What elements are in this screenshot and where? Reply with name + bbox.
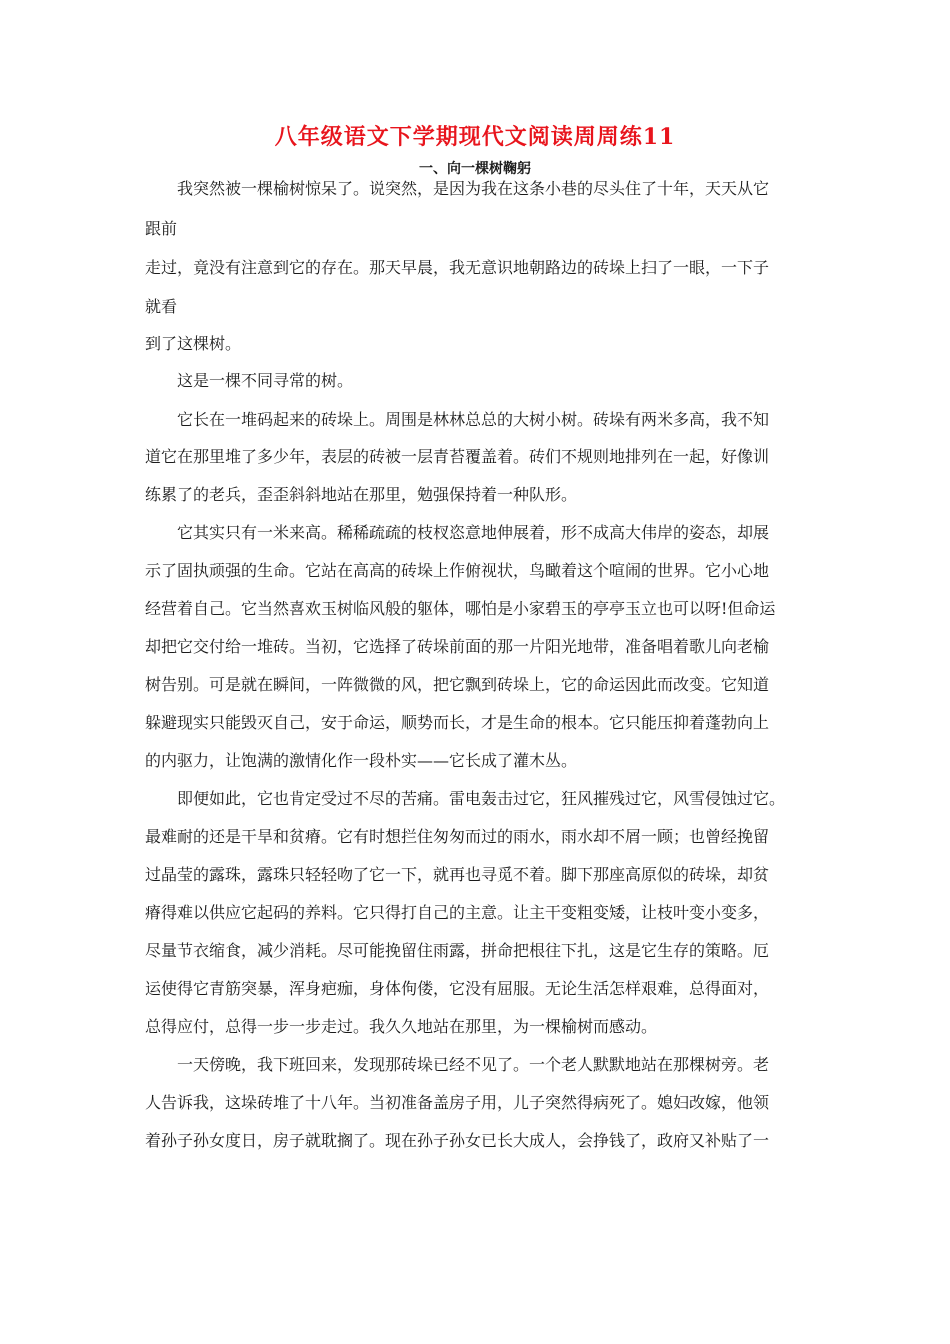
document-title: 八年级语文下学期现代文阅读周周练11 xyxy=(274,124,676,150)
text-line: 尽量节衣缩食，减少消耗。尽可能挽留住雨露，拼命把根往下扎，这是它生存的策略。厄 xyxy=(145,941,770,960)
text-line: 走过，竟没有注意到它的存在。那天早晨，我无意识地朝路边的砖垛上扫了一眼，一下子 xyxy=(145,258,770,277)
text-line: 它其实只有一米来高。稀稀疏疏的枝杈恣意地伸展着，形不成高大伟岸的姿态，却展 xyxy=(177,523,770,542)
text-line: 运使得它青筋突暴，浑身疤痂，身体佝偻，它没有屈服。无论生活怎样艰难，总得面对， xyxy=(145,979,770,998)
text-line: 就看 xyxy=(145,297,178,316)
text-line: 瘠得难以供应它起码的养料。它只得打自己的主意。让主干变粗变矮，让枝叶变小变多， xyxy=(145,903,770,922)
section-title: 一、向一棵树鞠躬 xyxy=(419,161,531,177)
text-line: 示了固执顽强的生命。它站在高高的砖垛上作俯视状，鸟瞰着这个喧闹的世界。它小心地 xyxy=(145,561,770,580)
text-line: 总得应付，总得一步一步走过。我久久地站在那里，为一棵榆树而感动。 xyxy=(145,1017,658,1036)
text-line: 的内驱力，让饱满的激情化作一段朴实——它长成了灌木丛。 xyxy=(145,751,578,770)
text-line: 这是一棵不同寻常的树。 xyxy=(177,371,354,390)
text-line: 即便如此，它也肯定受过不尽的苦痛。雷电轰击过它，狂风摧残过它，风雪侵蚀过它。 xyxy=(177,789,786,808)
text-line: 人告诉我，这垛砖堆了十八年。当初准备盖房子用，儿子突然得病死了。媳妇改嫁，他领 xyxy=(145,1093,770,1112)
text-line: 它长在一堆码起来的砖垛上。周围是林林总总的大树小树。砖垛有两米多高，我不知 xyxy=(177,410,770,429)
text-line: 练累了的老兵，歪歪斜斜地站在那里，勉强保持着一种队形。 xyxy=(145,485,578,504)
text-line: 着孙子孙女度日，房子就耽搁了。现在孙子孙女已长大成人，会挣钱了，政府又补贴了一 xyxy=(145,1131,770,1150)
text-line: 我突然被一棵榆树惊呆了。说突然，是因为我在这条小巷的尽头住了十年，天天从它 xyxy=(177,179,770,198)
text-line: 却把它交付给一堆砖。当初，它选择了砖垛前面的那一片阳光地带，准备唱着歌儿向老榆 xyxy=(145,637,770,656)
text-line: 到了这棵树。 xyxy=(145,334,242,353)
text-line: 躲避现实只能毁灭自己，安于命运，顺势而长，才是生命的根本。它只能压抑着蓬勃向上 xyxy=(145,713,770,732)
text-line: 树告别。可是就在瞬间，一阵微微的风，把它飘到砖垛上，它的命运因此而改变。它知道 xyxy=(145,675,770,694)
text-line: 过晶莹的露珠，露珠只轻轻吻了它一下，就再也寻觅不着。脚下那座高原似的砖垛，却贫 xyxy=(145,865,770,884)
text-line: 道它在那里堆了多少年，表层的砖被一层青苔覆盖着。砖们不规则地排列在一起，好像训 xyxy=(145,447,770,466)
text-line: 一天傍晚，我下班回来，发现那砖垛已经不见了。一个老人默默地站在那棵树旁。老 xyxy=(177,1055,770,1074)
text-line: 最难耐的还是干旱和贫瘠。它有时想拦住匆匆而过的雨水，雨水却不屑一顾；也曾经挽留 xyxy=(145,827,770,846)
text-line: 跟前 xyxy=(145,219,178,238)
text-line: 经营着自己。它当然喜欢玉树临风般的躯体，哪怕是小家碧玉的亭亭玉立也可以呀!但命运 xyxy=(145,599,776,618)
